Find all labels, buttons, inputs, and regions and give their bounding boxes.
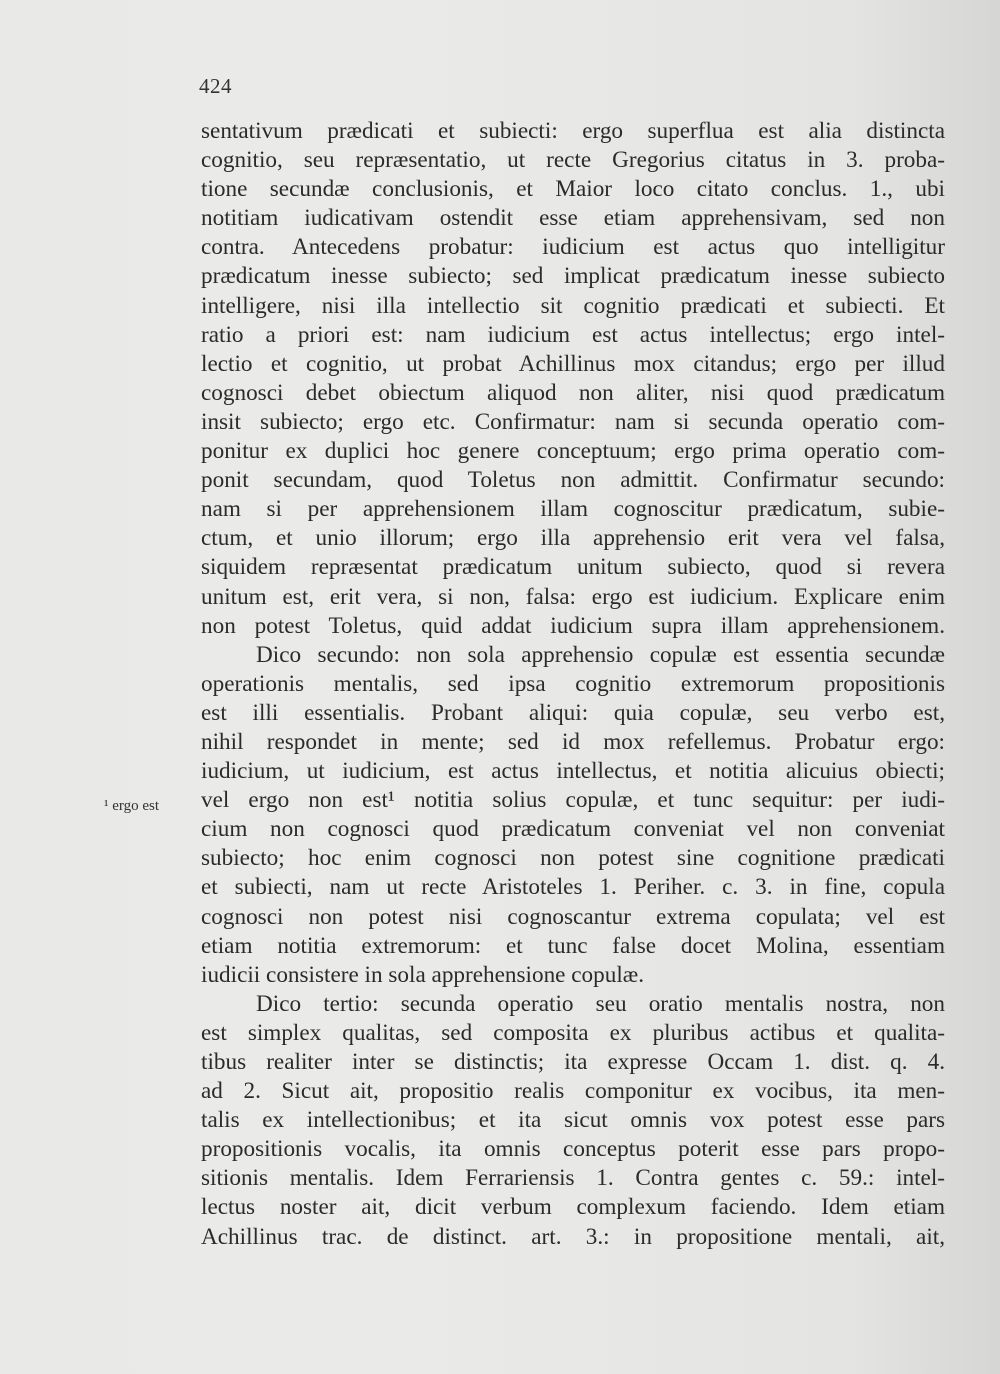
text-line: insit subiecto; ergo etc. Confirmatur: nam si secunda operatio com- — [201, 408, 945, 435]
text-line: unitum est, erit vera, si non, falsa: ergo est iudicium. Explicare enim — [201, 583, 945, 610]
text-line: et subiecti, nam ut recte Aristoteles 1. Periher. c. 3. in fine, copula — [201, 874, 945, 901]
paragraph-end-line: iudicii consistere in sola apprehensione copulæ. — [201, 961, 645, 988]
text-line: contra. Antecedens probatur: iudicium est actus quo intelligitur — [201, 234, 945, 261]
text-line: siquidem repræsentat prædicatum unitum subiecto, quod si revera — [201, 554, 945, 581]
text-line: tibus realiter inter se distinctis; ita expresse Occam 1. dist. q. 4. — [201, 1049, 945, 1075]
page-number: 424 — [199, 74, 232, 98]
text-line: lectus noster ait, dicit verbum complexum faciendo. Idem etiam — [201, 1194, 945, 1221]
body-text — [201, 117, 945, 1252]
paragraph-start-line: Dico secundo: non sola apprehensio copulæ est essentia secundæ — [256, 641, 945, 668]
text-line: ponitur ex duplici hoc genere conceptuum; ergo prima operatio com- — [201, 438, 945, 465]
text-line: lectio et cognitio, ut probat Achillinus mox citandus; ergo per illud — [201, 350, 945, 377]
text-line: intelligere, nisi illa intellectio sit cognitio prædicati et subiecti. Et — [201, 292, 945, 319]
text-line: cognosci non potest nisi cognoscantur extrema copulata; vel est — [201, 903, 945, 930]
text-line: cognitio, seu repræsentatio, ut recte Gregorius citatus in 3. proba- — [201, 147, 945, 174]
text-line: cium non cognosci quod prædicatum conveniat vel non conveniat — [201, 816, 945, 843]
text-line: nihil respondet in mente; sed id mox refellemus. Probatur ergo: — [201, 728, 945, 755]
paragraph-start-line: Dico tertio: secunda operatio seu oratio mentalis nostra, non — [256, 990, 945, 1017]
text-line: subiecto; hoc enim cognosci non potest sine cognitione prædicati — [201, 845, 945, 872]
text-line: sitionis mentalis. Idem Ferrariensis 1. Contra gentes c. 59.: intel- — [201, 1165, 945, 1192]
text-line: est illi essentialis. Probant aliqui: quia copulæ, seu verbo est, — [201, 699, 945, 726]
text-line: Achillinus trac. de distinct. art. 3.: in propositione mentali, ait, — [201, 1223, 945, 1250]
text-line: est simplex qualitas, sed composita ex pluribus actibus et qualita- — [201, 1019, 945, 1046]
text-line: ctum, et unio illorum; ergo illa apprehensio erit vera vel falsa, — [201, 525, 945, 552]
text-line: prædicatum inesse subiecto; sed implicat prædicatum inesse subiecto — [201, 263, 945, 290]
text-line: tione secundæ conclusionis, et Maior loco citato conclus. 1., ubi — [201, 176, 945, 203]
text-line: propositionis vocalis, ita omnis conceptus poterit esse pars propo- — [201, 1136, 945, 1163]
text-line: etiam notitia extremorum: et tunc false docet Molina, essentiam — [201, 932, 945, 959]
text-line: non potest Toletus, quid addat iudicium supra illam apprehensionem. — [201, 612, 945, 639]
text-line: ratio a priori est: nam iudicium est actus intellectus; ergo intel- — [201, 321, 945, 348]
text-line: cognosci debet obiectum aliquod non aliter, nisi quod prædicatum — [201, 379, 945, 406]
text-line: ponit secundam, quod Toletus non admittit. Confirmatur secundo: — [201, 467, 945, 494]
text-line: sentativum prædicati et subiecti: ergo superflua est alia distincta — [201, 118, 945, 144]
text-line: nam si per apprehensionem illam cognoscitur prædicatum, subie- — [201, 496, 945, 523]
margin-note-footnote: ¹ ergo est — [104, 798, 160, 814]
text-line: ad 2. Sicut ait, propositio realis componitur ex vocibus, ita men- — [201, 1078, 945, 1105]
text-line: notitiam iudicativam ostendit esse etiam apprehensivam, sed non — [201, 205, 945, 232]
text-line: operationis mentalis, sed ipsa cognitio extremorum propositionis — [201, 670, 945, 697]
text-line: talis ex intellectionibus; et ita sicut omnis vox potest esse pars — [201, 1107, 945, 1134]
text-line: vel ergo non est¹ notitia solius copulæ, et tunc sequitur: per iudi- — [201, 787, 945, 814]
text-line: iudicium, ut iudicium, est actus intellectus, et notitia alicuius obiecti; — [201, 758, 945, 785]
